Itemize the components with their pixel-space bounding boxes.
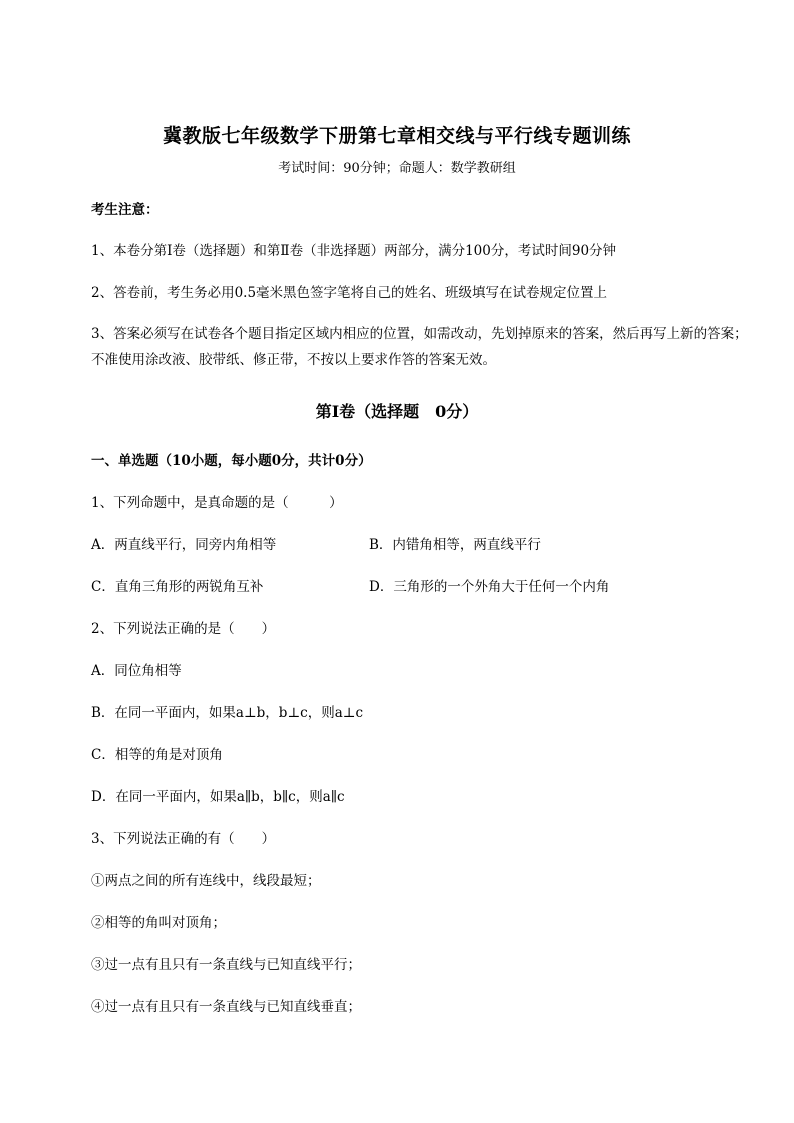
q1-option-row-2 xyxy=(91,577,754,597)
q3-statement-1: ①两点之间的所有连线中，线段最短； xyxy=(91,873,321,889)
notice-item-1: 1、本卷分第I卷（选择题）和第Ⅱ卷（非选择题）两部分，满分100分，考试时间90分钟 xyxy=(91,243,617,259)
part-heading: 一、单选题（10小题，每小题0分，共计0分） xyxy=(91,453,372,469)
q3-statement-4: ④过一点有且只有一条直线与已知直线垂直； xyxy=(91,999,361,1015)
notice-item-3: 3、答案必须写在试卷各个题目指定区域内相应的位置，如需改动，先划掉原来的答案，然后再写上新的答案；不准使用涂改液、胶带纸、修正带，不按以上要求作答的答案无效。 xyxy=(91,326,748,368)
notice-item-2: 2、答卷前，考生务必用0.5毫米黑色签字笔将自己的姓名、班级填写在试卷规定位置上 xyxy=(91,285,608,301)
q1-option-row-1 xyxy=(91,535,754,555)
q2-option-a: A．同位角相等 xyxy=(91,663,182,679)
page-title: 冀教版七年级数学下册第七章相交线与平行线专题训练 xyxy=(162,125,631,147)
q1-option-a: A．两直线平行，同旁内角相等 xyxy=(91,537,277,553)
notice-heading: 考生注意： xyxy=(91,202,159,218)
section-title: 第I卷（选择题 0分） xyxy=(315,402,479,421)
q2-option-b: B．在同一平面内，如果a⊥b，b⊥c，则a⊥c xyxy=(91,705,364,721)
page-subtitle: 考试时间：90分钟；命题人：数学教研组 xyxy=(278,161,516,176)
q2-stem: 2、下列说法正确的是（ ） xyxy=(91,621,276,637)
q2-option-c: C．相等的角是对顶角 xyxy=(91,747,223,763)
q3-statement-2: ②相等的角叫对顶角； xyxy=(91,915,226,931)
q1-option-d: D．三角形的一个外角大于任何一个内角 xyxy=(369,579,610,595)
q3-statement-3: ③过一点有且只有一条直线与已知直线平行； xyxy=(91,957,361,973)
q3-stem: 3、下列说法正确的有（ ） xyxy=(91,831,276,847)
q2-option-d: D．在同一平面内，如果a∥b，b∥c，则a∥c xyxy=(91,789,345,805)
q1-option-b: B．内错角相等，两直线平行 xyxy=(369,537,541,553)
q1-stem: 1、下列命题中，是真命题的是（ ） xyxy=(91,495,343,511)
q1-option-c: C．直角三角形的两锐角互补 xyxy=(91,579,264,595)
